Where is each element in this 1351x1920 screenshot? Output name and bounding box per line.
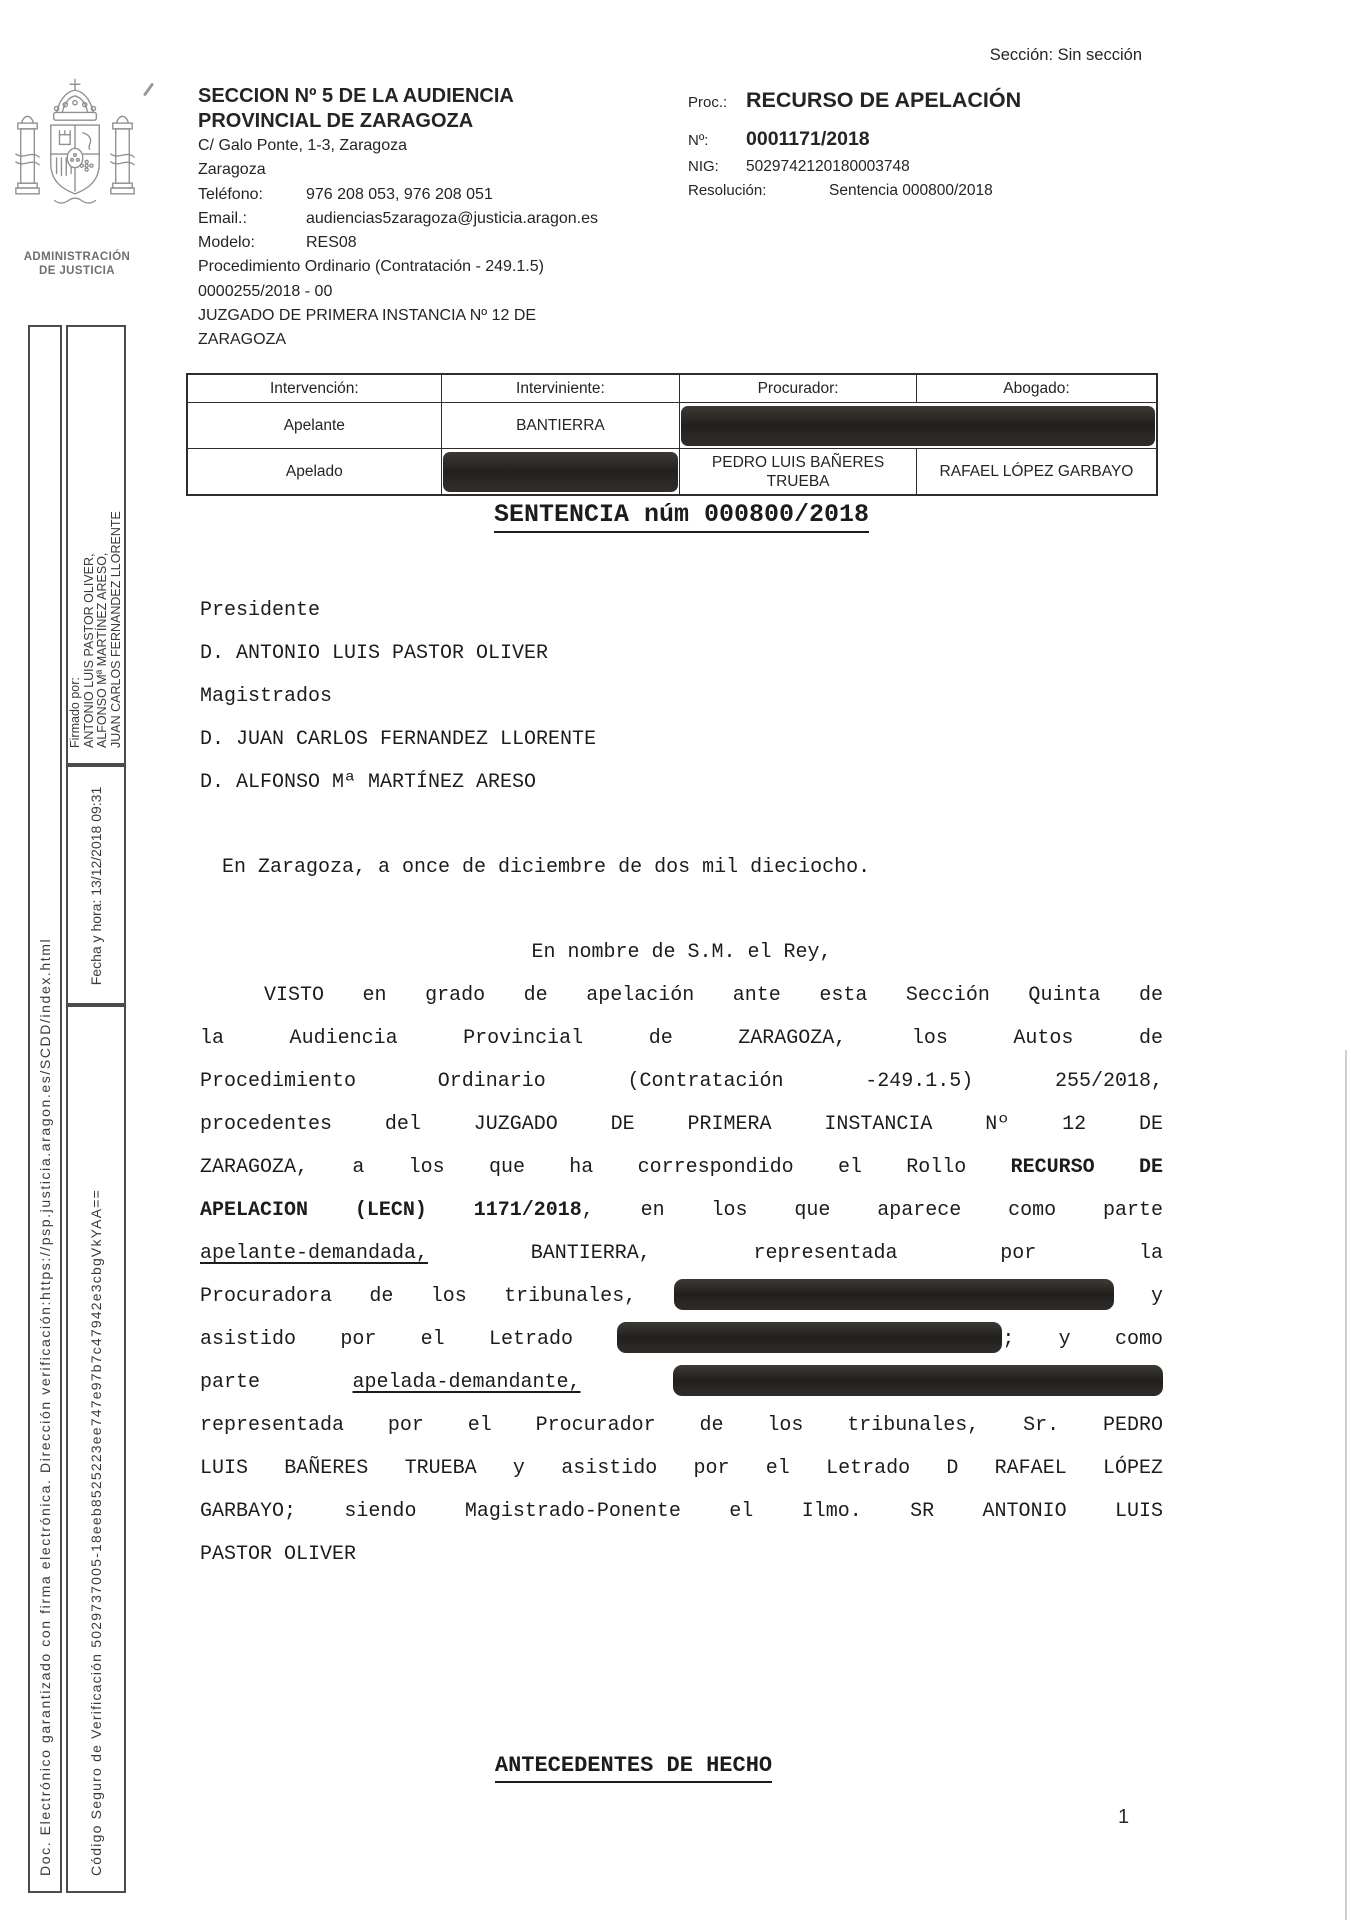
redaction-bar (681, 406, 1155, 446)
col-abogado: Abogado: (916, 374, 1157, 403)
administration-caption: ADMINISTRACIÓN DE JUSTICIA (23, 251, 131, 277)
signature-strip-guarantee (28, 325, 62, 1893)
redaction-bar (443, 452, 679, 492)
proc-value: RECURSO DE APELACIÓN (746, 88, 1022, 112)
signers-text: Firmado por: ANTONIO LUIS PASTOR OLIVER, ALFONSO Mª MARTÍNEZ ARESO, JUAN CARLOS FERNANDEZ LLORENTE (68, 511, 123, 748)
body-line: la Audiencia Provincial de ZARAGOZA, los Autos de (200, 1027, 1163, 1050)
table-row (187, 449, 1157, 496)
body-line: VISTO en grado de apelación ante esta Sección Quinta de (264, 984, 1163, 1007)
court-name-line1: SECCION Nº 5 DE LA AUDIENCIA (198, 85, 514, 107)
body-line: LUIS BAÑERES TRUEBA y asistido por el Letrado D RAFAEL LÓPEZ (200, 1457, 1163, 1480)
parties-table (186, 373, 1158, 496)
datetime-text: Fecha y hora: 13/12/2018 09:31 (88, 786, 104, 986)
court-address: C/ Galo Ponte, 1-3, Zaragoza (198, 137, 407, 154)
pen-mark (143, 83, 154, 97)
parties-header-row (187, 374, 1157, 403)
redaction-bar (617, 1322, 1002, 1353)
nig-value: 5029742120180003748 (746, 158, 910, 175)
body-line: Procedimiento Ordinario (Contratación -249.1.5) 255/2018, (200, 1070, 1163, 1093)
signature-strip-signers (66, 325, 126, 765)
place-date-line: En Zaragoza, a once de diciembre de dos mil dieciocho. (222, 856, 871, 879)
presidente-name: D. ANTONIO LUIS PASTOR OLIVER (200, 642, 549, 665)
email-label: Email.: (198, 209, 247, 227)
body-line: representada por el Procurador de los tribunales, Sr. PEDRO (200, 1414, 1163, 1437)
col-procurador: Procurador: (680, 374, 917, 403)
magistrado-name: D. ALFONSO Mª MARTÍNEZ ARESO (200, 771, 537, 794)
judgment-body (200, 498, 1163, 1786)
body-line: GARBAYO; siendo Magistrado-Ponente el Ilmo. SR ANTONIO LUIS (200, 1500, 1163, 1523)
court-city: Zaragoza (198, 161, 266, 179)
section-line: Sección: Sin sección (989, 46, 1142, 64)
nig-label: NIG: (688, 158, 719, 175)
row2-procurador: PEDRO LUIS BAÑERES TRUEBA (680, 449, 917, 496)
body-line: PASTOR OLIVER (200, 1543, 357, 1566)
body-line: asistido por el Letrado ; y como (200, 1318, 1163, 1361)
coat-of-arms-icon (12, 62, 138, 252)
procedure-line2: 0000255/2018 - 00 (198, 282, 333, 300)
origin-court-line2: ZARAGOZA (198, 331, 287, 349)
row1-intervencion: Apelante (187, 403, 441, 449)
court-name-line2: PROVINCIAL DE ZARAGOZA (198, 110, 474, 132)
body-line: apelante-demandada, BANTIERRA, representada por la (200, 1242, 1163, 1265)
presidente-label: Presidente (200, 599, 321, 622)
judgment-title: SENTENCIA núm 000800/2018 (200, 498, 1163, 532)
body-line: procedentes del JUZGADO DE PRIMERA INSTANCIA Nº 12 DE (200, 1113, 1163, 1136)
origin-court-line1: JUZGADO DE PRIMERA INSTANCIA Nº 12 DE (198, 307, 537, 325)
body-line: APELACION (LECN) 1171/2018, en los que aparece como parte (200, 1199, 1163, 1222)
magistrado-name: D. JUAN CARLOS FERNANDEZ LLORENTE (200, 728, 597, 751)
redaction-bar (674, 1279, 1114, 1310)
phone-label: Teléfono: (198, 185, 263, 203)
case-number-label: Nº: (688, 132, 709, 149)
row2-abogado: RAFAEL LÓPEZ GARBAYO (916, 449, 1157, 496)
in-name-of-king-line: En nombre de S.M. el Rey, (531, 941, 832, 964)
procedure-line1: Procedimiento Ordinario (Contratación - 249.1.5) (198, 258, 544, 276)
email-value: audiencias5zaragoza@justicia.aragon.es (306, 209, 598, 227)
body-line: parte apelada-demandante, (200, 1361, 1163, 1404)
body-line: ZARAGOZA, a los que ha correspondido el Rollo RECURSO DE (200, 1156, 1163, 1179)
row1-interviniente: BANTIERRA (441, 403, 680, 449)
verification-code-text: Código Seguro de Verificación 5029737005-18eeb8525223ee747e97b7c47942e3cbgVkYAA== (88, 1189, 104, 1876)
row2-intervencion: Apelado (187, 449, 441, 496)
phone-value: 976 208 053, 976 208 051 (306, 185, 493, 203)
resolution-value: Sentencia 000800/2018 (829, 182, 993, 199)
guarantee-text: Doc. Electrónico garantizado con firma electrónica. Dirección verificación:https://psp.justicia.aragon.es/SCDD/index.html (37, 937, 53, 1876)
resolution-label: Resolución: (688, 182, 767, 199)
court-header (198, 84, 668, 353)
col-intervencion: Intervención: (187, 374, 441, 403)
body-line: Procuradora de los tribunales, y (200, 1275, 1163, 1318)
redaction-bar (673, 1365, 1163, 1396)
signature-strip-datetime (66, 765, 126, 1005)
model-label: Modelo: (198, 234, 255, 252)
page-number: 1 (1118, 1806, 1130, 1828)
model-value: RES08 (306, 234, 357, 252)
antecedentes-heading: ANTECEDENTES DE HECHO (152, 1746, 1115, 1786)
col-interviniente: Interviniente: (441, 374, 680, 403)
magistrados-label: Magistrados (200, 685, 333, 708)
signature-strip-verification-code (66, 1005, 126, 1893)
table-row (187, 403, 1157, 449)
scan-edge-line (1345, 1050, 1347, 1920)
proc-label: Proc.: (688, 94, 728, 111)
case-number-value: 0001171/2018 (746, 128, 870, 150)
